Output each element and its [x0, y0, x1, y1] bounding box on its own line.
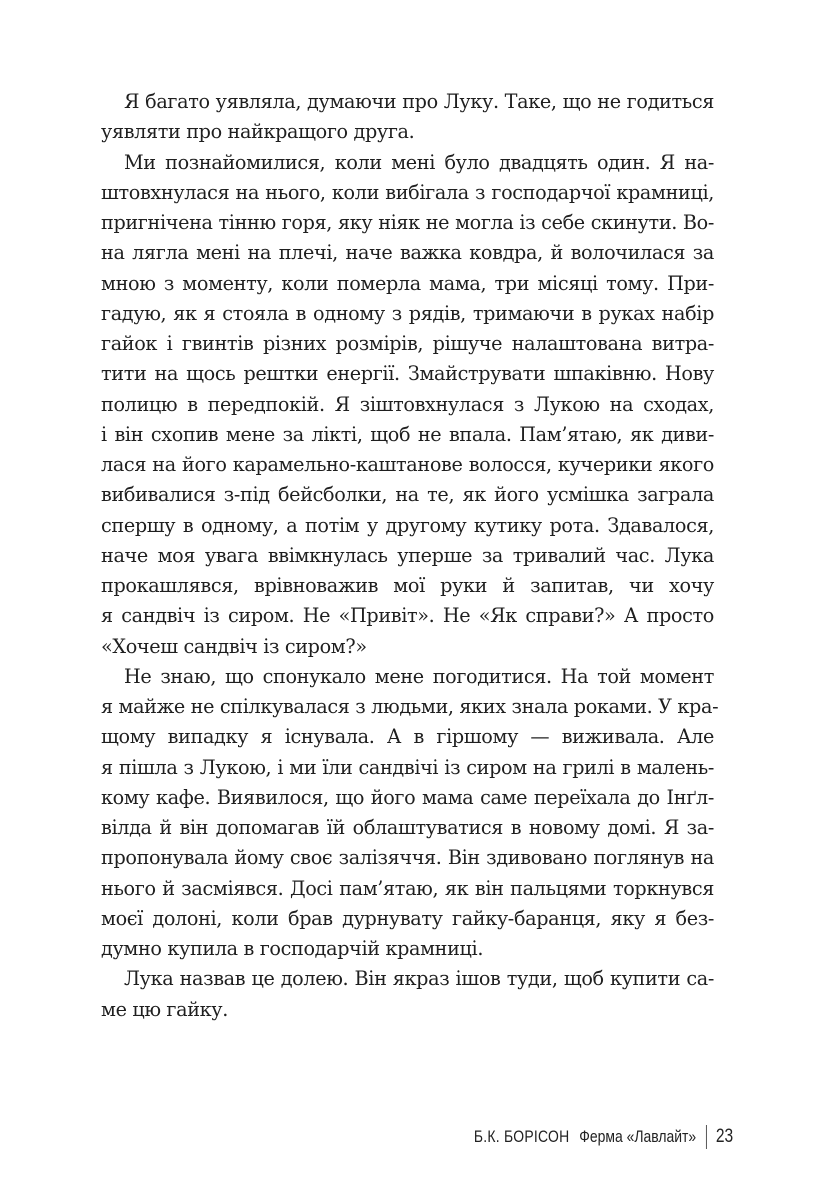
text-line: Я багато уявляла, думаючи про Луку. Таке, що не годиться	[124, 90, 714, 113]
text-line: полицю в передпокій. Я зіштовхнулася з Лукою на сходах,	[101, 392, 714, 416]
text-line: я пішла з Лукою, і ми їли сандвічі із сиром на грилі в малень-	[101, 755, 714, 779]
footer-book-title: Ферма «Лавлайт»	[579, 1127, 696, 1146]
footer-author: Б.К. БОРІСОН	[473, 1127, 570, 1146]
text-line: думно купила в господарчій крамниці.	[101, 937, 484, 960]
text-line: прокашлявся, врівноважив мої руки й запитав, чи хочу	[101, 574, 714, 597]
text-line: уявляти про найкращого друга.	[101, 120, 415, 144]
text-line: гадую, як я стояла в одному з рядів, тримаючи в руках набір	[101, 301, 714, 325]
text-line: спершу в одному, а потім у другому кутику рота. Здавалося,	[101, 513, 714, 537]
text-line: штовхнулася на нього, коли вибігала з господарчої крамниці,	[101, 180, 714, 204]
text-line: Лука назвав це долею. Він якраз ішов туди, щоб купити са-	[124, 967, 714, 991]
text-line: кому кафе. Виявилося, що його мама саме переїхала до Інґл-	[101, 785, 714, 809]
text-line: наче моя увага ввімкнулась уперше за тривалий час. Лука	[101, 543, 714, 567]
text-line: на лягла мені на плечі, наче важка ковдра, й волочилася за	[101, 241, 714, 265]
paragraph	[101, 964, 714, 1025]
text-line: пропонувала йому своє залізяччя. Він здивовано поглянув на	[101, 846, 714, 870]
text-line: вибивалися з-під бейсболки, на те, як його усмішка заграла	[101, 483, 714, 507]
body-text	[101, 87, 719, 1025]
text-line: Ми познайомилися, коли мені було двадцять один. Я на-	[124, 150, 714, 174]
paragraph	[101, 148, 714, 662]
text-line: вілда й він допомагав їй облаштуватися в новому домі. Я за-	[101, 816, 714, 839]
paragraph	[101, 662, 719, 965]
text-line: лася на його карамельно-каштанове волосся, кучерики якого	[101, 453, 714, 476]
text-line: нього й засміявся. Досі пам’ятаю, як він пальцями торкнувся	[101, 876, 714, 900]
text-line: щому випадку я існувала. А в гіршому — виживала. Але	[101, 725, 714, 749]
text-line: я майже не спілкувалася з людьми, яких знала роками. У кра-	[101, 695, 719, 718]
text-line: і він схопив мене за лікті, щоб не впала. Пам’ятаю, як диви-	[101, 422, 714, 446]
page-number: 23	[715, 1126, 733, 1147]
text-line: гайок і гвинтів різних розмірів, рішуче налаштована витра-	[101, 332, 714, 355]
text-line: мною з моменту, коли померла мама, три місяці тому. При-	[101, 271, 714, 295]
paragraph	[101, 87, 714, 148]
text-line: ме цю гайку.	[101, 997, 228, 1021]
text-line: моєї долоні, коли брав дурнувату гайку-баранця, яку я без-	[101, 906, 714, 930]
running-footer	[474, 1125, 733, 1149]
text-line: Не знаю, що спонукало мене погодитися. На той момент	[124, 664, 714, 688]
text-line: я сандвіч із сиром. Не «Привіт». Не «Як справи?» А просто	[101, 604, 714, 628]
text-line: тити на щось рештки енергії. Змайструвати шпаківню. Нову	[101, 362, 714, 386]
text-line: пригнічена тінню горя, яку ніяк не могла із себе скинути. Во-	[101, 211, 714, 234]
footer-divider	[706, 1125, 707, 1149]
text-line: «Хочеш сандвіч із сиром?»	[101, 634, 367, 658]
